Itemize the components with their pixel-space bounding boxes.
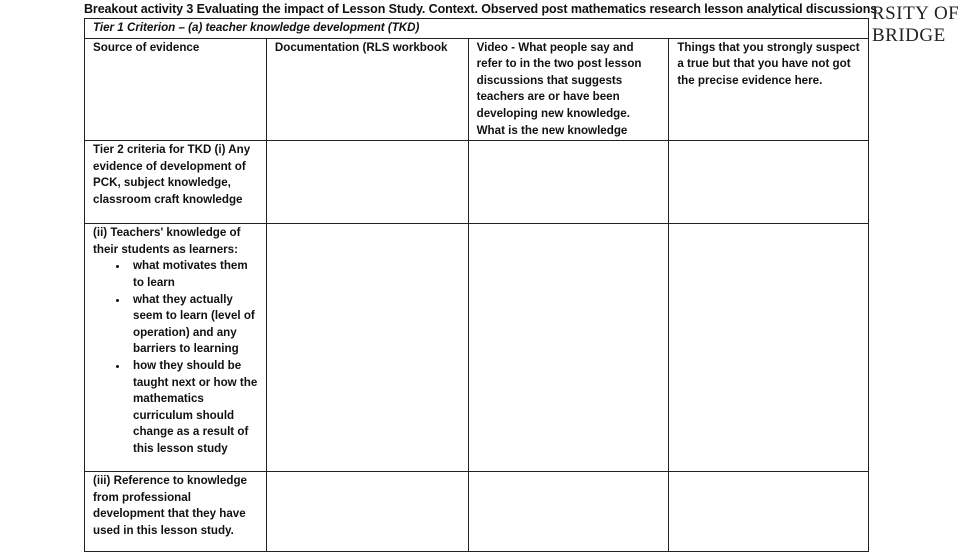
header-source: Source of evidence: [85, 38, 267, 141]
header-video: Video - What people say and refer to in the two post lesson discussions that suggests teachers are or have been developing new knowledge. What is the new knowledge: [468, 38, 669, 141]
cell[interactable]: [669, 141, 869, 224]
bullet-item: • what they actually seem to learn (level of operation) and any barriers to learning: [129, 292, 258, 358]
cell[interactable]: [468, 141, 669, 224]
bullet-item: • what motivates them to learn: [129, 258, 258, 291]
row-pd-label: (iii) Reference to knowledge from professional development that they have used in this lesson study.: [85, 472, 267, 552]
cell[interactable]: [266, 141, 468, 224]
cell[interactable]: [669, 224, 869, 472]
document-title: Breakout activity 3 Evaluating the impact of Lesson Study. Context. Observed post mathematics research lesson analytical discussions: [84, 2, 878, 16]
row-students-label: [85, 224, 267, 472]
tier1-criterion: Tier 1 Criterion – (a) teacher knowledge development (TKD): [85, 19, 869, 39]
logo-line-2: BRIDGE: [872, 25, 946, 46]
logo-line-1: RSITY OF: [872, 3, 960, 24]
cell[interactable]: [266, 224, 468, 472]
bullet-list: [93, 258, 258, 457]
header-suspect: Things that you strongly suspect a true but that you have not got the precise evidence here.: [669, 38, 869, 141]
row-students-intro: (ii) Teachers' knowledge of their students as learners:: [93, 226, 241, 256]
cell[interactable]: [468, 224, 669, 472]
bullet-item: • how they should be taught next or how the mathematics curriculum should change as a result of this lesson study: [129, 358, 258, 458]
university-logo: [872, 3, 959, 47]
row-tier2-label: Tier 2 criteria for TKD (i) Any evidence of development of PCK, subject knowledge, classroom craft knowledge: [85, 141, 267, 224]
evaluation-table: [84, 18, 869, 552]
header-documentation: Documentation (RLS workbook: [266, 38, 468, 141]
